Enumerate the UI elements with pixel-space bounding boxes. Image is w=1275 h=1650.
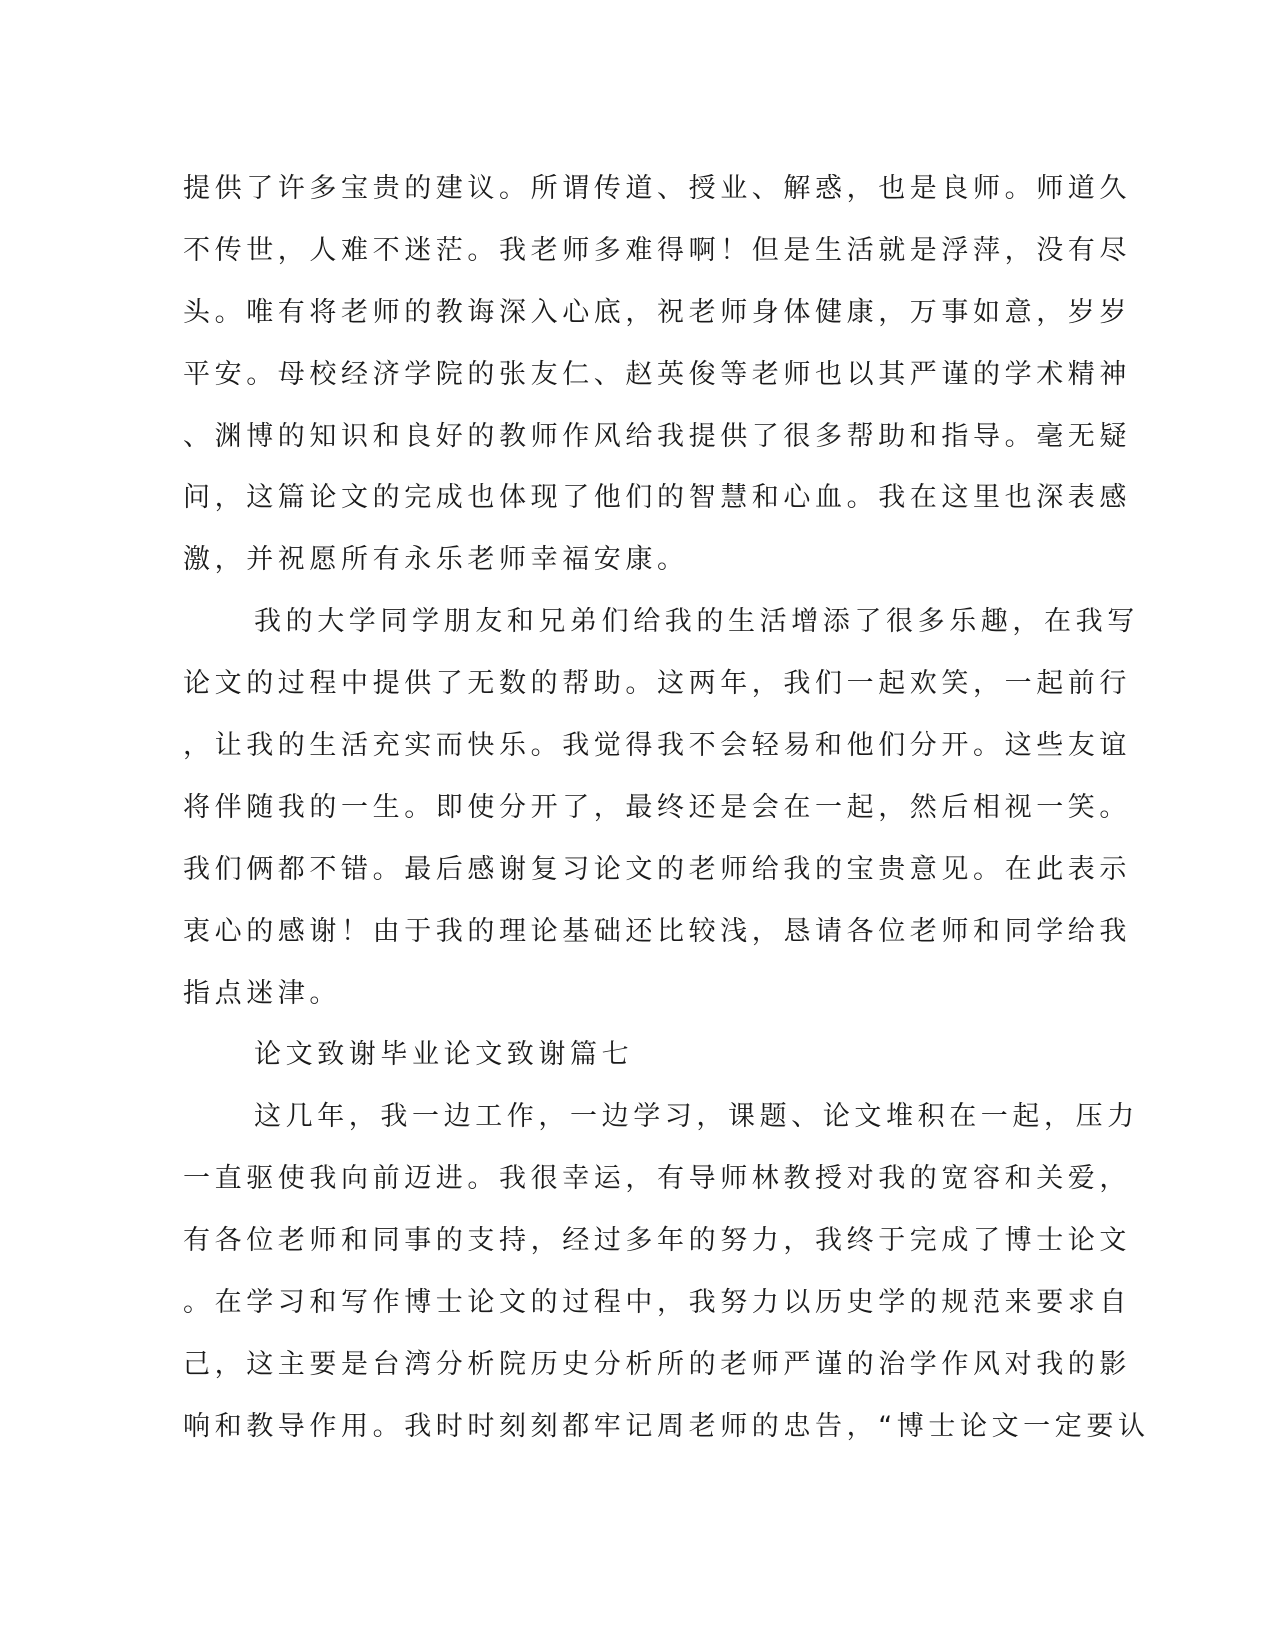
text-line: 论文的过程中提供了无数的帮助。这两年，我们一起欢笑，一起前行 [183, 668, 1131, 700]
text-line: 激，并祝愿所有永乐老师幸福安康。 [183, 544, 689, 576]
text-line: 不传世，人难不迷茫。我老师多难得啊！但是生活就是浮萍，没有尽 [183, 234, 1131, 266]
text-line: 平安。母校经济学院的张友仁、赵英俊等老师也以其严谨的学术精神 [183, 358, 1131, 390]
text-line: 、渊博的知识和良好的教师作风给我提供了很多帮助和指导。毫无疑 [183, 420, 1131, 452]
section-heading: 论文致谢毕业论文致谢篇七 [254, 1039, 634, 1071]
text-line: 我们俩都不错。最后感谢复习论文的老师给我的宝贵意见。在此表示 [183, 853, 1131, 885]
text-line: 己，这主要是台湾分析院历史分析所的老师严谨的治学作风对我的影 [183, 1348, 1131, 1380]
paragraph-first-line: 我的大学同学朋友和兄弟们给我的生活增添了很多乐趣，在我写 [254, 606, 1139, 638]
paragraph-first-line: 这几年，我一边工作，一边学习，课题、论文堆积在一起，压力 [254, 1101, 1139, 1133]
text-line: 问，这篇论文的完成也体现了他们的智慧和心血。我在这里也深表感 [183, 482, 1131, 514]
body-text [183, 158, 1150, 1458]
text-line: 衷心的感谢！由于我的理论基础还比较浅，恳请各位老师和同学给我 [183, 915, 1131, 947]
text-line: 指点迷津。 [183, 977, 341, 1009]
text-line: 。在学习和写作博士论文的过程中，我努力以历史学的规范来要求自 [183, 1287, 1131, 1319]
text-line: 提供了许多宝贵的建议。所谓传道、授业、解惑，也是良师。师道久 [183, 173, 1131, 204]
text-line: 一直驱使我向前迈进。我很幸运，有导师林教授对我的宽容和关爱， [183, 1163, 1131, 1195]
text-line: ，让我的生活充实而快乐。我觉得我不会轻易和他们分开。这些友谊 [183, 730, 1131, 762]
text-line: 有各位老师和同事的支持，经过多年的努力，我终于完成了博士论文 [183, 1225, 1131, 1257]
text-line: 头。唯有将老师的教诲深入心底，祝老师身体健康，万事如意，岁岁 [183, 296, 1131, 328]
text-line: 响和教导作用。我时时刻刻都牢记周老师的忠告，“博士论文一定要认 [183, 1410, 1150, 1442]
text-line: 将伴随我的一生。即使分开了，最终还是会在一起，然后相视一笑。 [183, 791, 1131, 823]
